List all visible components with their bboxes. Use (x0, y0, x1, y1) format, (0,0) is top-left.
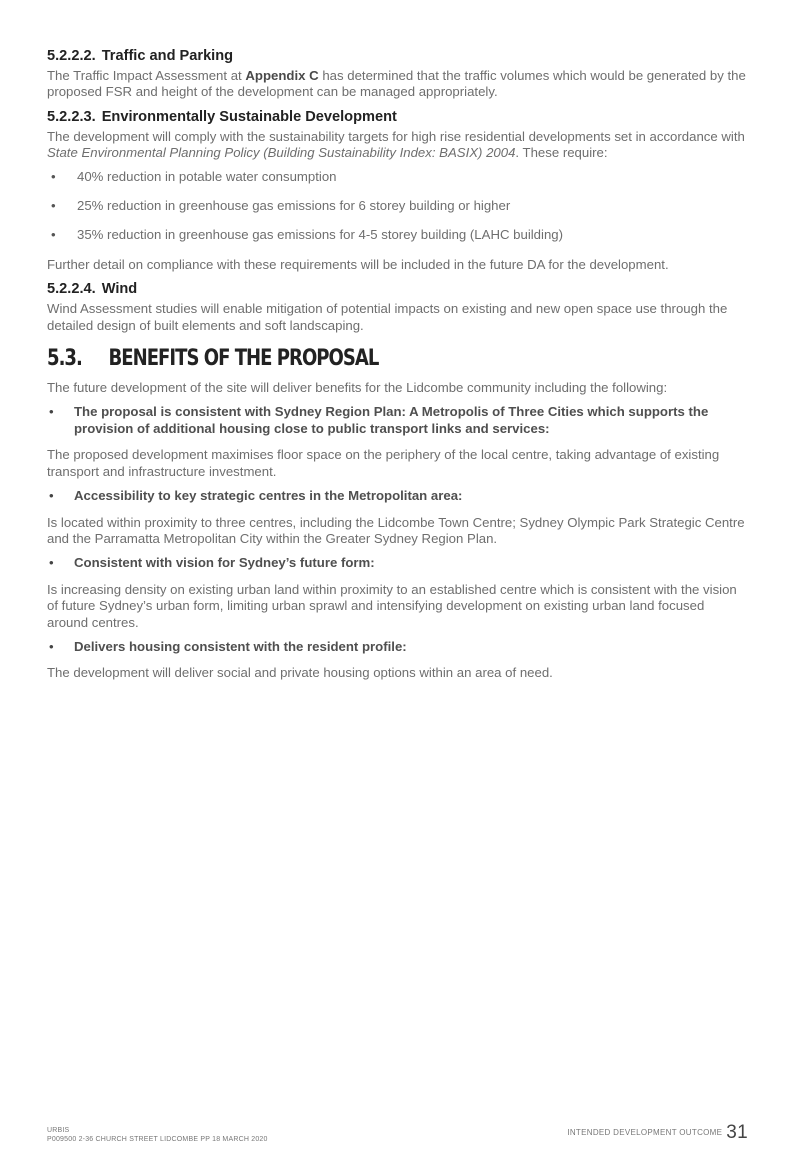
bullet-icon: • (51, 168, 56, 184)
page-content (47, 46, 747, 688)
wind-paragraph: Wind Assessment studies will enable mitigation of potential impacts on existing and new open space use through the detailed design of built elements and soft landscaping. (47, 301, 728, 333)
section-benefits (47, 346, 747, 682)
benefit-paragraph: Is located within proximity to three centres, including the Lidcombe Town Centre; Sydney Olympic Park Strategic Centre and the Parramatta Metropolitan City within the Greater Sydney Region Plan. (47, 514, 745, 546)
list-item: • 25% reduction in greenhouse gas emissions for 6 storey building or higher (51, 198, 511, 214)
heading-wind: 5.2.2.4. Wind (47, 281, 138, 298)
appendix-reference: Appendix C (245, 68, 319, 83)
bullet-icon: • (49, 404, 54, 420)
footer-right (567, 1122, 748, 1144)
bullet-icon: • (49, 488, 54, 504)
footer-company: URBIS (47, 1127, 70, 1134)
traffic-paragraph: The Traffic Impact Assessment at Appendix C has determined that the traffic volumes which would be generated by the proposed FSR and height of the development can be managed appropriately. (47, 68, 746, 100)
esd-closing-paragraph: Further detail on compliance with these requirements will be included in the future DA for the development. (47, 256, 669, 272)
bullet-icon: • (51, 198, 56, 214)
benefit-heading: • Delivers housing consistent with the resident profile: (49, 638, 407, 654)
benefit-paragraph: The proposed development maximises floor space on the periphery of the local centre, taking advantage of existing transport and infrastructure investment. (47, 447, 720, 479)
benefit-paragraph: The development will deliver social and private housing options within an area of need. (47, 665, 553, 681)
heading-benefits: 5.3. BENEFITS OF THE PROPOSAL (47, 346, 379, 372)
heading-traffic-parking: 5.2.2.2. Traffic and Parking (47, 48, 234, 64)
page-number: 31 (726, 1122, 748, 1143)
list-item: • 40% reduction in potable water consumption (51, 168, 337, 184)
bullet-icon: • (49, 555, 54, 571)
footer-chapter: INTENDED DEVELOPMENT OUTCOME (567, 1128, 723, 1137)
esd-requirements-list (47, 169, 747, 244)
benefits-intro: The future development of the site will deliver benefits for the Lidcombe community including the following: (47, 380, 668, 396)
heading-esd: 5.2.2.3. Environmentally Sustainable Development (47, 108, 397, 125)
section-traffic-parking (47, 46, 747, 101)
esd-paragraph: The development will comply with the sustainability targets for high rise residential developments set in accordance with State Environmental Planning Policy (Building Sustainability Index: BASIX) 2004. These require: (47, 128, 745, 161)
benefit-paragraph: Is increasing density on existing urban land within proximity to an established centre which is consistent with the vision of future Sydney’s urban form, limiting urban sprawl and intensifying development on existing urban land focused around centres. (47, 581, 737, 630)
list-item: • 35% reduction in greenhouse gas emissions for 4-5 storey building (LAHC building) (51, 227, 564, 243)
bullet-icon: • (51, 227, 56, 243)
section-esd (47, 107, 747, 273)
footer-left (47, 1126, 268, 1144)
benefit-heading: • Consistent with vision for Sydney’s future form: (49, 555, 375, 571)
benefit-heading: • The proposal is consistent with Sydney Region Plan: A Metropolis of Three Cities which supports the provision of additional housing close to public transport links and services: (49, 404, 709, 436)
section-wind (47, 279, 747, 334)
footer-reference: P009500 2-36 CHURCH STREET LIDCOMBE PP 18 MARCH 2020 (47, 1136, 268, 1143)
basix-policy-title: State Environmental Planning Policy (Building Sustainability Index: BASIX) 2004 (47, 145, 516, 161)
bullet-icon: • (49, 638, 54, 654)
benefit-heading: • Accessibility to key strategic centres in the Metropolitan area: (49, 488, 463, 504)
